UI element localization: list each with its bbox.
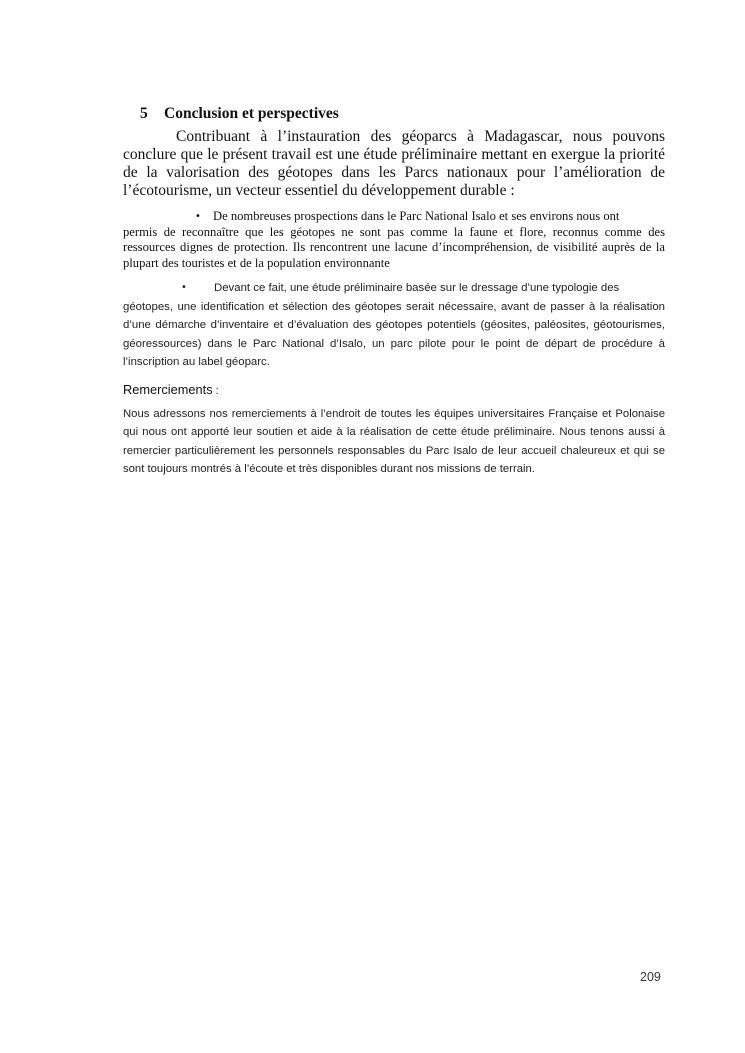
bullet-paragraph-2 bbox=[123, 279, 665, 372]
bullet-lead-text-1: De nombreuses prospections dans le Parc National Isalo et ses environs nous ont bbox=[213, 209, 620, 223]
bullet-first-line-2 bbox=[123, 279, 665, 298]
intro-paragraph: Contribuant à l’instauration des géoparcs à Madagascar, nous pouvons conclure que le présent travail est une étude préliminaire mettant en exergue la priorité de la valorisation des géotopes dans les Parcs nationaux pour l’amélioration de l’écotourisme, un vecteur essentiel du développement durable : bbox=[123, 128, 665, 199]
acknowledgements-heading bbox=[123, 381, 665, 400]
section-title: Conclusion et perspectives bbox=[164, 105, 339, 122]
bullet-body-text-2: géotopes, une identification et sélection des géotopes serait nécessaire, avant de passer à la réalisation d’une démarche d’inventaire et d’évaluation des géotopes potentiels (géosites, paléosites, géotourismes, géoressources) dans le Parc National d’Isalo, un parc pilote pour le point de départ de procédure à l’inscription au label géoparc. bbox=[123, 300, 665, 369]
bullet-first-line-1 bbox=[123, 209, 665, 225]
acknowledgements-title: Remerciements bbox=[123, 381, 213, 397]
bullet-icon: • bbox=[195, 211, 201, 222]
page-content bbox=[123, 104, 665, 478]
acknowledgements-paragraph: Nous adressons nos remerciements à l’endroit de toutes les équipes universitaires Française et Polonaise qui nous ont apporté leur soutien et aide à la réalisation de cette étude préliminaire. Nous tenons aussi à remercier particulièrement les personnels responsables du Parc Isalo de leur accueil chaleureux et qui se sont toujours montrés à l’écoute et très disponibles durant nos missions de terrain. bbox=[123, 407, 665, 475]
bullet-body-text-1: permis de reconnaître que les géotopes ne sont pas comme la faune et flore, reconnus comme des ressources dignes de protection. Ils rencontrent une lacune d’incompréhension, de visibilité auprès de la plupart des touristes et de la population environnante bbox=[123, 224, 665, 270]
bullet-paragraph-1 bbox=[123, 209, 665, 271]
section-number: 5 bbox=[140, 105, 148, 122]
section-heading bbox=[140, 104, 665, 124]
bullet-lead-text-2: Devant ce fait, une étude préliminaire basée sur le dressage d’une typologie des bbox=[214, 282, 620, 294]
page-number: 209 bbox=[640, 970, 661, 984]
acknowledgements-colon: : bbox=[212, 384, 219, 397]
bullet-icon: • bbox=[181, 282, 187, 293]
